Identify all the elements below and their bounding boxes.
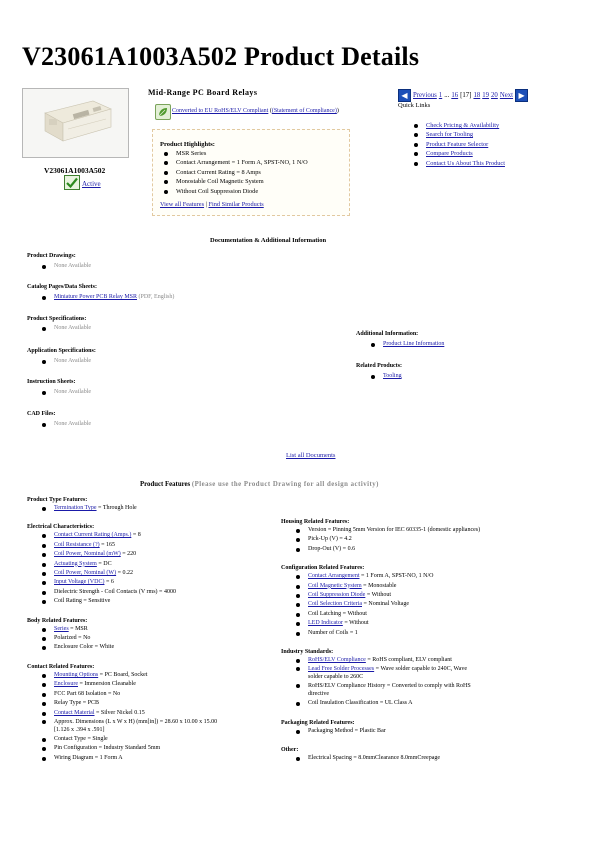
feature-name-link[interactable]: Coil Resistance (?) bbox=[54, 541, 100, 548]
body-list bbox=[38, 625, 272, 653]
quick-link-item bbox=[410, 130, 505, 139]
feature-equals: = bbox=[78, 681, 85, 688]
configuration-list bbox=[292, 572, 581, 638]
part-number-label: V23061A1003A502 bbox=[44, 166, 106, 175]
feature-name: Number of Coils bbox=[308, 629, 349, 636]
feature-name-link[interactable]: Contact Arrangement bbox=[308, 573, 360, 580]
feature-equals: = bbox=[96, 505, 103, 511]
feature-item bbox=[38, 744, 272, 753]
feature-item bbox=[38, 597, 272, 606]
feature-item bbox=[38, 560, 272, 569]
feature-name: Electrical Spacing bbox=[308, 755, 352, 762]
feature-equals: = bbox=[93, 644, 100, 651]
product-specs-list bbox=[38, 324, 91, 333]
feature-name: Wiring Diagram bbox=[54, 754, 94, 761]
feature-item bbox=[38, 625, 272, 634]
catalog-page-link[interactable]: Miniature Power PCB Relay MSR bbox=[54, 294, 138, 300]
body-label: Body Related Features: bbox=[27, 617, 88, 624]
feature-item bbox=[292, 526, 581, 535]
highlight-item: MSR Series bbox=[160, 149, 308, 158]
feature-item bbox=[292, 682, 478, 698]
feature-item bbox=[38, 643, 272, 652]
feature-item bbox=[292, 656, 581, 665]
feature-value: Pinning 5mm Version for IEC 60335-1 (domestic appliances) bbox=[332, 527, 481, 533]
feature-equals: = bbox=[348, 629, 355, 636]
feature-value: 4.2 bbox=[344, 536, 352, 543]
previous-link[interactable]: Previous bbox=[413, 91, 437, 99]
quick-link[interactable]: Check Pricing & Availability bbox=[426, 122, 500, 129]
page-16-link[interactable]: 16 bbox=[451, 91, 459, 99]
feature-item bbox=[292, 591, 581, 600]
feature-equals: = bbox=[68, 625, 76, 632]
feature-equals: = bbox=[98, 671, 105, 678]
quick-links-list bbox=[410, 121, 505, 168]
feature-item bbox=[38, 718, 224, 734]
product-type-list bbox=[38, 504, 272, 513]
feature-equals: = bbox=[131, 532, 138, 539]
feature-value: 6 bbox=[110, 579, 114, 586]
feature-value: 1 Form A, SPST-NO, 1 N/O bbox=[365, 573, 434, 580]
feature-equals: = bbox=[99, 541, 107, 548]
page-1-link[interactable]: 1 bbox=[438, 91, 443, 99]
catalog-pages-list bbox=[38, 293, 174, 302]
feature-name: FCC Part 68 Isolation bbox=[54, 690, 107, 697]
quick-link[interactable]: Contact Us About This Product bbox=[426, 159, 505, 167]
catalog-page-suffix: (PDF, English) bbox=[137, 294, 175, 300]
feature-equals: = bbox=[104, 579, 111, 586]
feature-name-link[interactable]: Coil Selection Criteria bbox=[308, 601, 362, 608]
quick-link[interactable]: Search for Tooling bbox=[426, 131, 474, 139]
feature-value: 0.22 bbox=[122, 570, 133, 577]
feature-equals: = bbox=[116, 570, 123, 577]
electrical-label: Electrical Characteristics: bbox=[27, 524, 95, 531]
page-18-link[interactable]: 18 bbox=[473, 91, 481, 99]
related-products-list bbox=[367, 372, 402, 381]
feature-name-link[interactable]: Mounting Options bbox=[54, 671, 99, 678]
highlight-item: Without Coil Suppression Diode bbox=[160, 187, 308, 196]
feature-value: 4000 bbox=[163, 588, 176, 595]
feature-item bbox=[38, 504, 272, 513]
next-link[interactable]: Next bbox=[499, 91, 514, 99]
feature-name-link[interactable]: Coil Suppression Diode bbox=[308, 592, 366, 599]
industry-list bbox=[292, 656, 581, 709]
feature-equals: = bbox=[385, 683, 392, 690]
feature-item bbox=[38, 550, 272, 559]
rohs-compliance-link[interactable]: Converted to EU RoHS/ELV Compliant bbox=[172, 108, 269, 114]
other-list bbox=[292, 754, 581, 763]
feature-equals: = bbox=[76, 635, 84, 642]
active-status-link[interactable]: Active bbox=[82, 180, 101, 188]
feature-value: Immersion Cleanable bbox=[84, 681, 136, 688]
packaging-label: Packaging Related Features: bbox=[281, 719, 355, 726]
quick-link-item bbox=[410, 159, 505, 168]
feature-value: Monostable bbox=[368, 582, 397, 589]
feature-value: MSR bbox=[75, 625, 88, 632]
feature-item bbox=[292, 610, 581, 619]
feature-item bbox=[38, 671, 272, 680]
rohs-leaf-icon bbox=[155, 104, 171, 120]
feature-item bbox=[38, 754, 272, 763]
feature-value: 28.60 x 10.00 x 15.00 [1.126 x .394 x .591] bbox=[54, 718, 218, 733]
page-title: V23061A1003A502 Product Details bbox=[22, 42, 420, 71]
feature-equals: = bbox=[94, 709, 101, 716]
feature-equals: = bbox=[365, 592, 372, 599]
related-products-label: Related Products: bbox=[356, 363, 403, 369]
feature-equals: = bbox=[81, 598, 89, 605]
feature-name: Approx. Dimensions (L x W x H) (mm[in]) bbox=[54, 718, 159, 725]
feature-name-link[interactable]: LED Indicator bbox=[308, 620, 343, 627]
feature-item bbox=[292, 619, 581, 628]
feature-equals: = bbox=[81, 700, 88, 707]
feature-name-link[interactable]: Contact Material bbox=[54, 709, 95, 716]
feature-value: 0.6 bbox=[347, 545, 356, 552]
feature-value: Sensitive bbox=[88, 598, 111, 605]
feature-value: Without bbox=[371, 592, 392, 599]
feature-equals: = bbox=[337, 536, 345, 543]
feature-value: No bbox=[112, 690, 121, 697]
contact-list bbox=[38, 671, 272, 763]
highlights-list bbox=[160, 149, 308, 196]
feature-name: Contact Type bbox=[54, 735, 86, 742]
application-specs-label: Application Specifications: bbox=[27, 348, 96, 354]
feature-value: 1 bbox=[354, 629, 358, 636]
feature-item bbox=[38, 588, 272, 597]
product-drawings-label: Product Drawings: bbox=[27, 253, 76, 259]
product-features-title bbox=[140, 481, 379, 488]
feature-name: Coil Rating bbox=[54, 598, 82, 605]
feature-value: 220 bbox=[127, 551, 137, 558]
feature-equals: = bbox=[158, 718, 165, 725]
find-similar-products-link[interactable]: Find Similar Products bbox=[208, 201, 264, 208]
additional-info-list bbox=[367, 340, 444, 349]
feature-name-link[interactable]: Actuating System bbox=[54, 560, 97, 567]
quick-link[interactable]: Compare Products bbox=[426, 150, 473, 158]
product-features-label: Product Features bbox=[140, 481, 191, 488]
product-title: Mid-Range PC Board Relays bbox=[148, 88, 258, 97]
product-line-info-link[interactable]: Product Line Information bbox=[383, 341, 445, 347]
feature-equals: = bbox=[326, 527, 333, 533]
features-left-column bbox=[27, 497, 272, 763]
feature-equals: = bbox=[120, 551, 128, 558]
cad-files-label: CAD Files: bbox=[27, 411, 56, 417]
rohs-close-paren: ) bbox=[336, 108, 339, 114]
view-all-features-link[interactable]: View all Features bbox=[160, 201, 205, 208]
feature-value: 165 bbox=[106, 541, 116, 548]
application-specs-value: None Available bbox=[38, 357, 91, 366]
pagination-ellipsis: ... bbox=[444, 91, 450, 99]
related-products-item bbox=[367, 372, 402, 381]
feature-equals: = bbox=[97, 745, 104, 752]
feature-value: No bbox=[83, 635, 91, 642]
feature-equals: = bbox=[157, 588, 164, 595]
feature-equals: = bbox=[378, 700, 385, 707]
highlight-item: Contact Current Rating = 8 Amps bbox=[160, 168, 308, 177]
feature-equals: = bbox=[106, 690, 113, 697]
other-label: Other: bbox=[281, 747, 299, 754]
feature-item bbox=[38, 735, 272, 744]
feature-item bbox=[38, 690, 272, 699]
feature-name-link[interactable]: Enclosure bbox=[54, 681, 78, 688]
quick-link-item bbox=[410, 140, 505, 149]
feature-value: 8.0mmClearance 8.0mmCreepage bbox=[358, 755, 441, 762]
feature-item bbox=[292, 535, 581, 544]
feature-value: Industry Standard 5mm bbox=[103, 745, 161, 752]
feature-item bbox=[292, 582, 581, 591]
electrical-list bbox=[38, 531, 272, 606]
feature-value: White bbox=[99, 644, 115, 651]
feature-name-link[interactable]: Termination Type bbox=[54, 505, 97, 511]
feature-item bbox=[292, 665, 478, 681]
feature-value: Without bbox=[349, 620, 369, 627]
feature-name-link[interactable]: Coil Power, Nominal (mW) bbox=[54, 551, 121, 558]
highlights-footer bbox=[160, 201, 264, 208]
cad-files-list bbox=[38, 420, 91, 429]
feature-item bbox=[292, 699, 581, 708]
quick-links-title: Quick Links bbox=[398, 102, 431, 109]
feature-value: PC Board, Socket bbox=[104, 671, 148, 678]
instruction-sheets-label: Instruction Sheets: bbox=[27, 379, 76, 385]
current-page: [17] bbox=[460, 91, 472, 99]
additional-info-label: Additional Information: bbox=[356, 331, 419, 337]
feature-value: Without bbox=[347, 610, 367, 617]
quick-link-item bbox=[410, 149, 505, 158]
feature-name: Pick-Up (V) bbox=[308, 536, 338, 543]
instruction-sheets-list bbox=[38, 388, 91, 397]
feature-equals: = bbox=[362, 601, 369, 608]
packaging-list bbox=[292, 727, 581, 736]
product-drawings-value: None Available bbox=[38, 262, 91, 271]
feature-item bbox=[38, 634, 272, 643]
additional-info-item bbox=[367, 340, 444, 349]
rohs-compliance-line bbox=[172, 108, 339, 114]
right-arrow-icon[interactable]: ▶ bbox=[515, 89, 528, 102]
quick-link-item bbox=[410, 121, 505, 130]
feature-item bbox=[38, 699, 272, 708]
product-type-label: Product Type Features: bbox=[27, 497, 88, 503]
feature-equals: = bbox=[341, 545, 348, 552]
feature-equals: = bbox=[342, 620, 350, 627]
application-specs-list bbox=[38, 357, 91, 366]
feature-value: UL Class A bbox=[384, 700, 413, 707]
feature-name: Drop-Out (V) bbox=[308, 545, 342, 552]
page-20-link[interactable]: 20 bbox=[491, 91, 498, 99]
product-features-note: (Please use the Product Drawing for all design activity) bbox=[191, 481, 379, 488]
feature-value: 1 Form A bbox=[99, 754, 123, 761]
feature-equals: = bbox=[353, 727, 360, 734]
feature-item bbox=[292, 545, 581, 554]
pagination bbox=[398, 88, 528, 102]
feature-name: Coil Latching bbox=[308, 610, 342, 617]
statement-of-compliance-link[interactable]: (Statement of Compliance) bbox=[271, 108, 337, 114]
quick-link[interactable]: Product Feature Selector bbox=[426, 140, 489, 148]
product-image bbox=[22, 88, 129, 158]
highlight-item: Monostable Coil Magnetic System bbox=[160, 177, 308, 186]
feature-equals: = bbox=[93, 754, 100, 761]
rohs-open-paren: ( bbox=[269, 108, 272, 114]
feature-item bbox=[38, 541, 272, 550]
feature-name-link[interactable]: Series bbox=[54, 625, 69, 632]
feature-value: RoHS compliant, ELV compliant bbox=[372, 657, 452, 664]
feature-equals: = bbox=[85, 735, 93, 742]
active-status-check-icon bbox=[64, 175, 80, 190]
feature-name: Pin Configuration bbox=[54, 745, 98, 752]
feature-item bbox=[292, 572, 581, 581]
product-specs-label: Product Specifications: bbox=[27, 316, 87, 322]
feature-equals: = bbox=[351, 755, 359, 762]
feature-value: Nominal Voltage bbox=[368, 601, 409, 608]
feature-item bbox=[292, 600, 581, 609]
features-right-column bbox=[281, 519, 581, 764]
feature-item bbox=[292, 727, 581, 736]
feature-value: Single bbox=[92, 735, 108, 742]
feature-value: Plastic Bar bbox=[359, 727, 386, 734]
feature-item bbox=[38, 578, 272, 587]
feature-item bbox=[292, 629, 581, 638]
feature-value: DC bbox=[103, 560, 112, 567]
documentation-title: Documentation & Additional Information bbox=[210, 237, 327, 244]
separator: | bbox=[204, 201, 209, 208]
relay-image bbox=[23, 89, 128, 157]
feature-name: Dielectric Strength - Coil Contacts (V rms) bbox=[54, 588, 158, 595]
feature-name: Enclosure Color bbox=[54, 644, 94, 651]
housing-label: Housing Related Features: bbox=[281, 519, 350, 525]
feature-value: Silver Nickel 0.15 bbox=[100, 709, 145, 716]
instruction-sheets-value: None Available bbox=[38, 388, 91, 397]
configuration-label: Configuration Related Features: bbox=[281, 565, 365, 572]
feature-name-link[interactable]: Coil Power, Nominal (W) bbox=[54, 570, 117, 577]
feature-name: Version bbox=[308, 527, 327, 533]
feature-name-link[interactable]: Contact Current Rating (Amps.) bbox=[54, 532, 132, 539]
feature-name-link[interactable]: RoHS/ELV Compliance bbox=[308, 657, 366, 664]
contact-label: Contact Related Features: bbox=[27, 663, 95, 670]
feature-name: Relay Type bbox=[54, 700, 82, 707]
feature-name: Packaging Method bbox=[308, 727, 354, 734]
cad-files-value: None Available bbox=[38, 420, 91, 429]
industry-label: Industry Standards: bbox=[281, 649, 334, 656]
feature-equals: = bbox=[361, 582, 369, 589]
feature-item bbox=[38, 569, 272, 578]
feature-value: Through Hole bbox=[102, 505, 137, 511]
feature-equals: = bbox=[374, 666, 381, 673]
feature-name-link[interactable]: Coil Magnetic System bbox=[308, 582, 362, 589]
feature-item bbox=[38, 531, 272, 540]
list-all-documents-link[interactable]: List all Documents bbox=[286, 452, 336, 459]
feature-name: Polarized bbox=[54, 635, 77, 642]
highlight-item: Contact Arrangement = 1 Form A, SPST-NO, 1 N/O bbox=[160, 158, 308, 167]
feature-equals: = bbox=[341, 610, 348, 617]
tooling-link[interactable]: Tooling bbox=[383, 373, 402, 379]
feature-name: RoHS/ELV Compliance History bbox=[308, 683, 386, 690]
housing-list bbox=[292, 526, 581, 554]
feature-value: Wave solder capable to 240C, Wave solder capable to 260C bbox=[308, 666, 467, 681]
page-19-link[interactable]: 19 bbox=[482, 91, 490, 99]
feature-name-link[interactable]: Input Voltage (VDC) bbox=[54, 579, 105, 586]
left-arrow-icon[interactable]: ◀ bbox=[398, 89, 411, 102]
feature-name-link[interactable]: Lead Free Solder Processes bbox=[308, 666, 375, 673]
feature-value: 8 bbox=[137, 532, 141, 539]
feature-name: Coil Insulation Classification bbox=[308, 700, 379, 707]
feature-item bbox=[38, 709, 272, 718]
catalog-pages-label: Catalog Pages/Data Sheets: bbox=[27, 284, 97, 290]
highlights-title: Product Highlights: bbox=[160, 141, 215, 148]
product-drawings-list bbox=[38, 262, 91, 271]
feature-equals: = bbox=[96, 560, 104, 567]
feature-equals: = bbox=[359, 573, 366, 580]
catalog-page-item bbox=[38, 293, 174, 302]
feature-value: PCB bbox=[87, 700, 100, 707]
feature-item bbox=[38, 680, 272, 689]
feature-equals: = bbox=[365, 657, 373, 664]
feature-value: Converted to comply with RoHS directive bbox=[308, 683, 471, 698]
product-specs-value: None Available bbox=[38, 324, 91, 333]
feature-item bbox=[292, 754, 581, 763]
